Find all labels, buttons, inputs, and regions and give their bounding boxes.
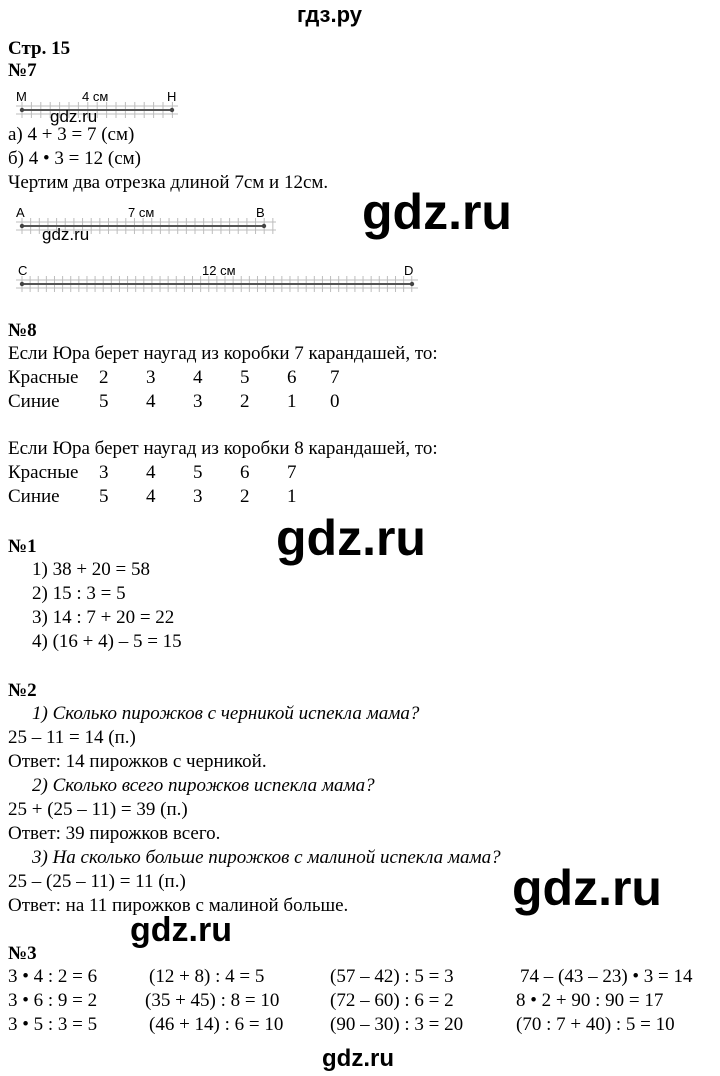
table1-red-cell: 3 [146,367,156,388]
task2-answer-2: Ответ: 39 пирожков всего. [8,823,221,844]
ruler-cd-right: D [404,263,414,278]
task1-title: №1 [8,536,37,557]
task8-intro-2: Если Юра берет наугад из коробки 8 карандашей, то: [8,438,438,459]
site-header: гдз.ру [297,2,362,27]
watermark-small-2: gdz.ru [42,225,90,244]
task3-expression: 3 • 6 : 9 = 2 [8,990,98,1011]
task2-title: №2 [8,680,37,701]
task3-expression: 3 • 5 : 3 = 5 [8,1014,98,1035]
task2-solution-2: 25 + (25 – 11) = 39 (п.) [8,799,188,820]
table1-red-cell: 6 [287,367,297,388]
table1-blue-cell: 5 [99,391,109,412]
task3-expression: (57 – 42) : 5 = 3 [330,966,454,987]
task2-solution-3: 25 – (25 – 11) = 11 (п.) [8,871,186,892]
ruler-ab-left: А [16,205,25,220]
table2-red-cell: 4 [146,462,156,483]
table2-blue-label: Синие [8,486,60,507]
ruler-mn-length: 4 см [82,89,109,104]
watermark-big-4: gdz.ru [130,911,232,949]
task7-line-c: Чертим два отрезка длиной 7см и 12см. [8,172,329,193]
table1-blue-label: Синие [8,391,60,412]
table1-blue-cell: 3 [193,391,203,412]
table2-red-label: Красные [8,462,79,483]
task8-intro-1: Если Юра берет наугад из коробки 7 карандашей, то: [8,343,438,364]
table1-red-cell: 2 [99,367,109,388]
table2-blue-cell: 5 [99,486,109,507]
watermark-small-1: gdz.ru [50,107,98,126]
task7-line-b: б) 4 • 3 = 12 (см) [8,148,141,169]
task7-line-a: а) 4 + 3 = 7 (см) [8,124,135,145]
ruler-segment-cd [12,258,422,296]
task3-expression: (72 – 60) : 6 = 2 [330,990,454,1011]
table1-red-cell: 4 [193,367,203,388]
task1-line: 4) (16 + 4) – 5 = 15 [32,631,182,652]
table1-blue-cell: 2 [240,391,250,412]
table2-blue-cell: 4 [146,486,156,507]
ruler-ab-right: В [256,205,265,220]
ruler-cd-left: С [18,263,28,278]
ruler-mn-left: М [16,89,27,104]
task3-expression: 8 • 2 + 90 : 90 = 17 [516,990,664,1011]
table1-blue-cell: 1 [287,391,297,412]
table2-red-cell: 3 [99,462,109,483]
ruler-cd-length: 12 см [202,263,236,278]
task3-expression: (70 : 7 + 40) : 5 = 10 [516,1014,675,1035]
table1-red-cell: 5 [240,367,250,388]
task2-question-1: 1) Сколько пирожков с черникой испекла мама? [32,703,420,724]
task2-solution-1: 25 – 11 = 14 (п.) [8,727,136,748]
table1-blue-cell: 0 [330,391,340,412]
task3-expression: 3 • 4 : 2 = 6 [8,966,98,987]
table2-red-cell: 6 [240,462,250,483]
task2-question-2: 2) Сколько всего пирожков испекла мама? [32,775,375,796]
task3-expression: (35 + 45) : 8 = 10 [145,990,280,1011]
table2-red-cell: 5 [193,462,203,483]
task2-answer-1: Ответ: 14 пирожков с черникой. [8,751,267,772]
task3-title: №3 [8,943,37,964]
table1-red-cell: 7 [330,367,340,388]
watermark-big-1: gdz.ru [362,184,512,240]
ruler-ab-length: 7 см [128,205,155,220]
task3-expression: (46 + 14) : 6 = 10 [149,1014,284,1035]
task1-line: 1) 38 + 20 = 58 [32,559,151,580]
table2-blue-cell: 1 [287,486,297,507]
task3-expression: (12 + 8) : 4 = 5 [149,966,265,987]
task2-answer-3: Ответ: на 11 пирожков с малиной больше. [8,895,349,916]
watermark-bottom: gdz.ru [322,1045,394,1072]
table2-red-cell: 7 [287,462,297,483]
task1-line: 2) 15 : 3 = 5 [32,583,126,604]
watermark-big-2: gdz.ru [276,510,426,566]
watermark-big-3: gdz.ru [512,860,662,916]
task3-expression: (90 – 30) : 3 = 20 [330,1014,464,1035]
task1-line: 3) 14 : 7 + 20 = 22 [32,607,175,628]
task8-title: №8 [8,320,37,341]
table2-blue-cell: 3 [193,486,203,507]
table1-blue-cell: 4 [146,391,156,412]
page-label: Стр. 15 [8,38,71,59]
task3-expression: 74 – (43 – 23) • 3 = 14 [520,966,693,987]
table1-red-label: Красные [8,367,79,388]
ruler-mn-right: Н [167,89,177,104]
table2-blue-cell: 2 [240,486,250,507]
task2-question-3: 3) На сколько больше пирожков с малиной испекла мама? [32,847,501,868]
task7-title: №7 [8,60,37,81]
